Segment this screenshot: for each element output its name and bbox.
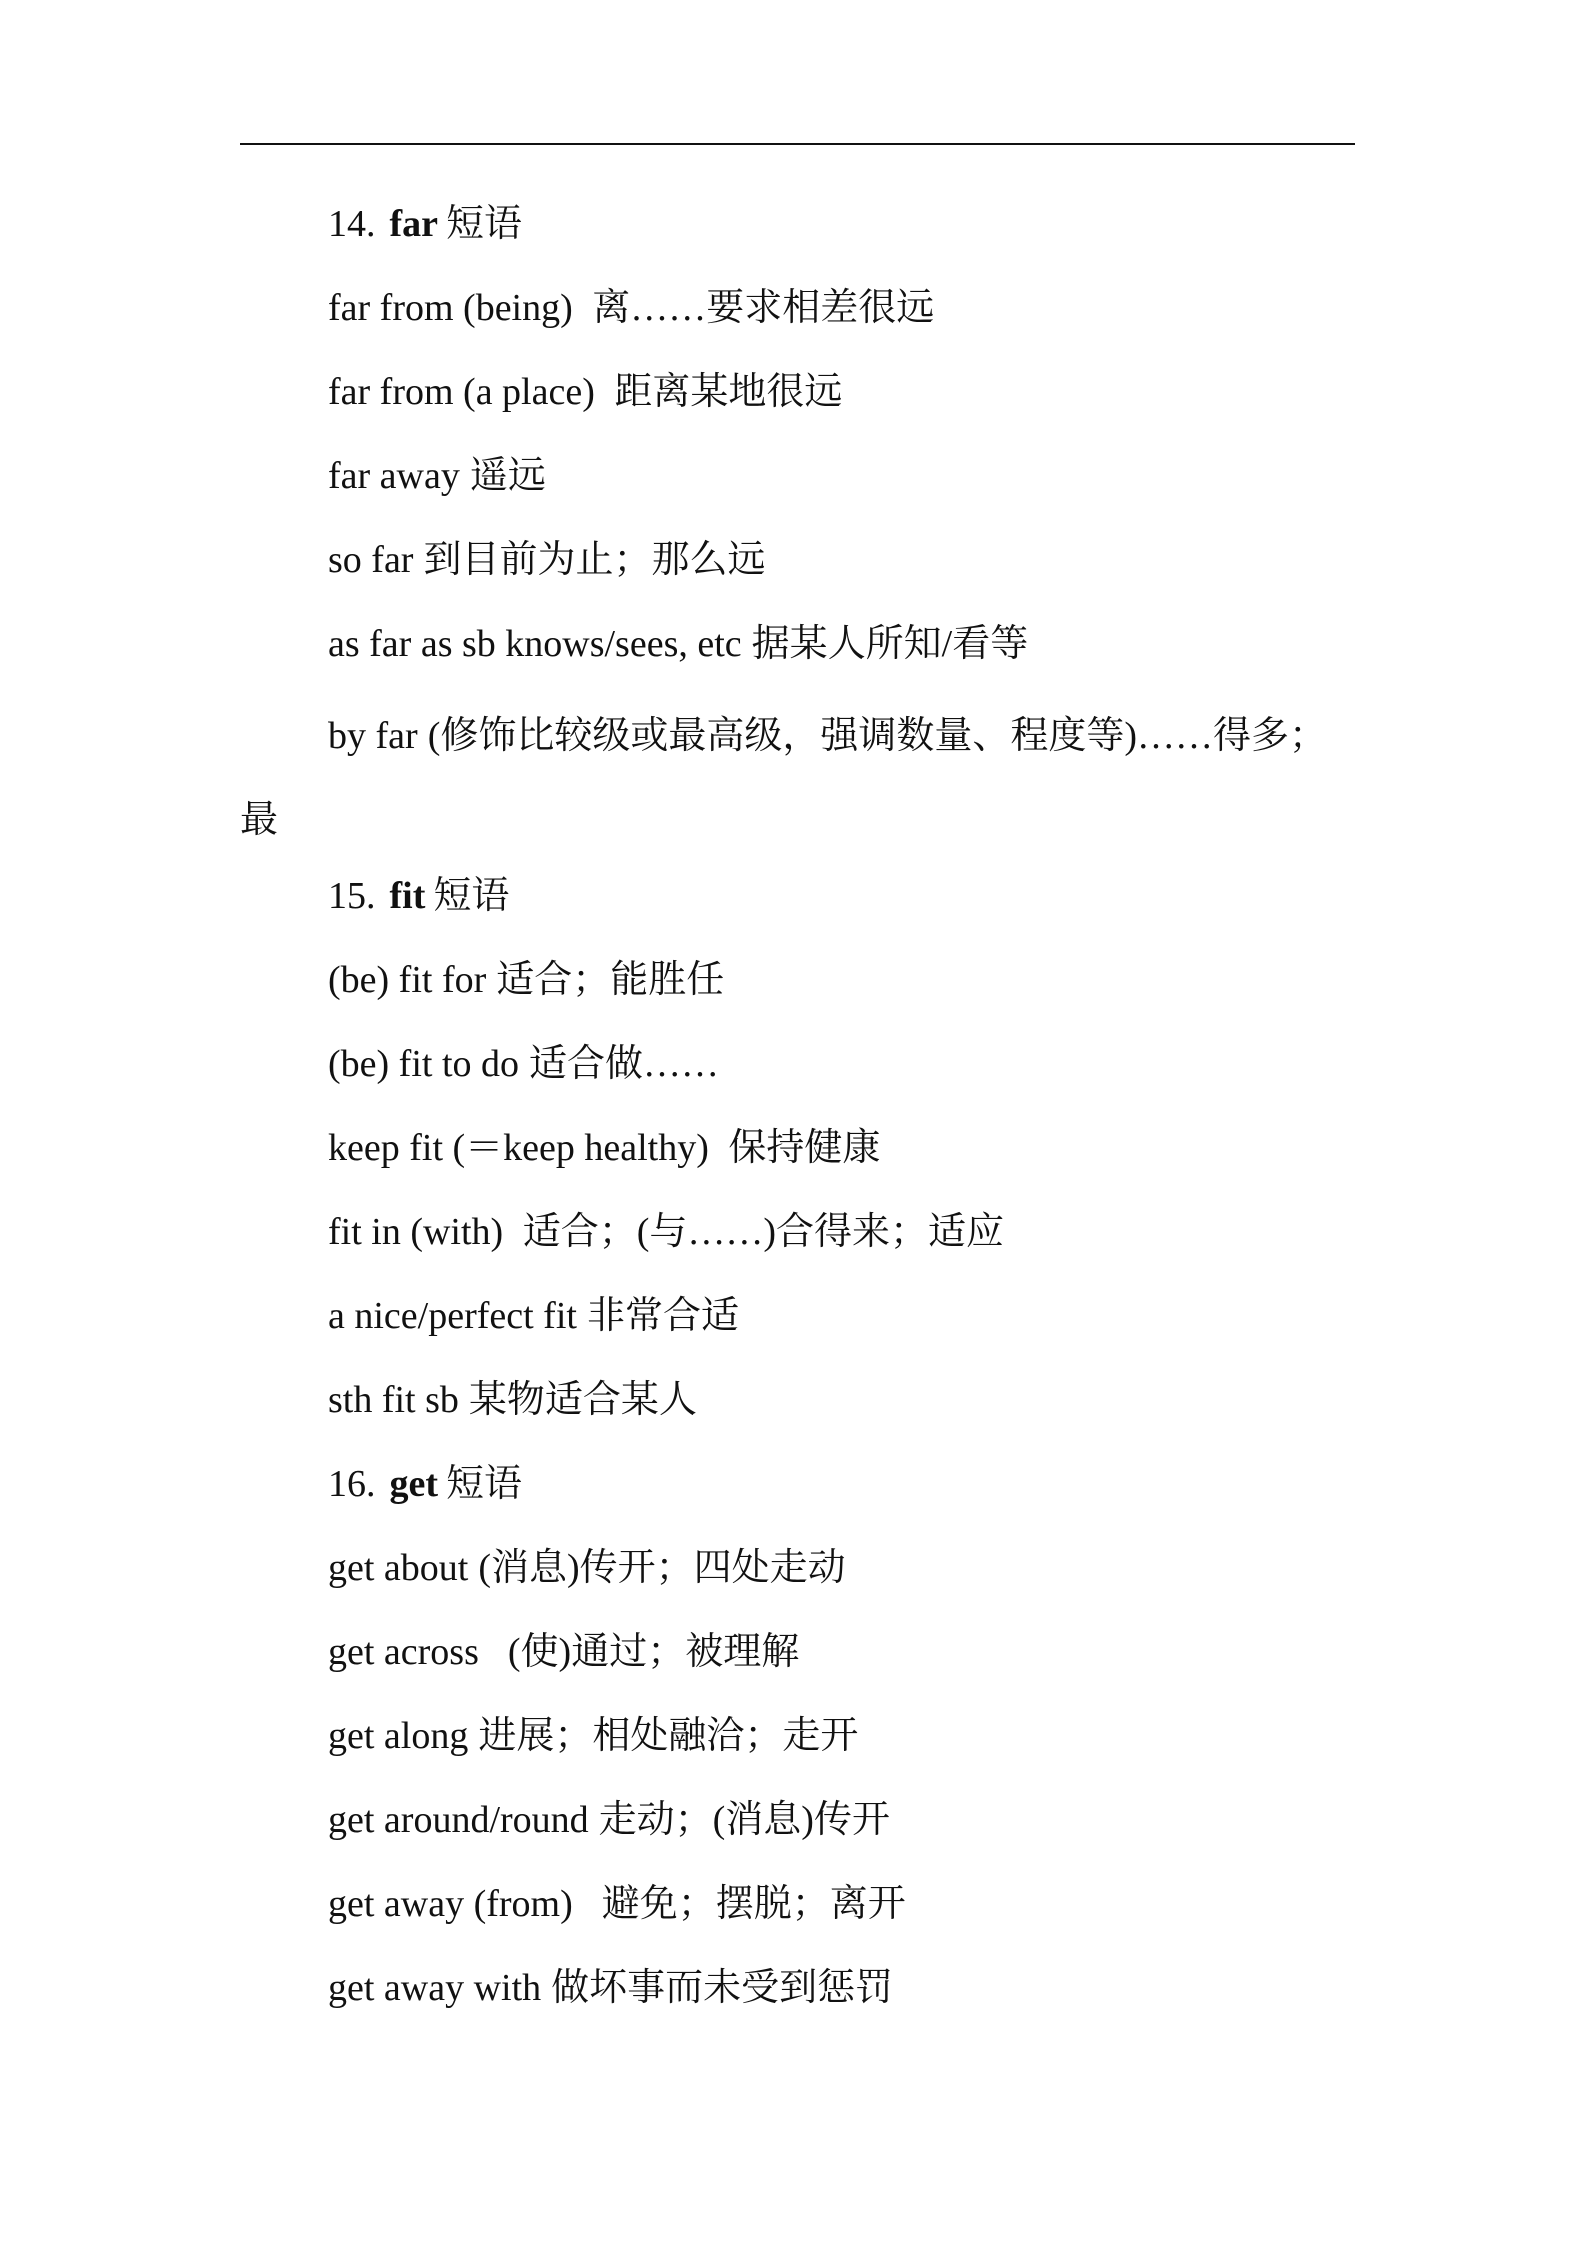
section-heading bbox=[240, 190, 1355, 274]
section-suffix: 短语 bbox=[446, 1463, 523, 1505]
phrase-meaning: 距离某地很远 bbox=[604, 371, 843, 413]
phrase-term: (be) fit for bbox=[328, 959, 487, 1001]
phrase-meaning: 进展；相处融洽；走开 bbox=[478, 1715, 859, 1757]
phrase-entry bbox=[240, 1030, 1355, 1114]
phrase-term: keep fit (＝keep healthy) bbox=[328, 1127, 709, 1169]
phrase-term: (be) fit to do bbox=[328, 1043, 520, 1085]
phrase-term: sth fit sb bbox=[328, 1379, 459, 1421]
phrase-term: get about bbox=[328, 1547, 469, 1589]
phrase-meaning: 适合做…… bbox=[529, 1043, 720, 1085]
phrase-meaning: (使)通过；被理解 bbox=[488, 1631, 800, 1673]
phrase-entry bbox=[240, 946, 1355, 1030]
section-heading bbox=[240, 1450, 1355, 1534]
phrase-term: get away with bbox=[328, 1967, 542, 2009]
phrase-entry bbox=[240, 1114, 1355, 1198]
phrase-entry bbox=[240, 1954, 1355, 2038]
phrase-entry bbox=[240, 1534, 1355, 1618]
header-rule bbox=[240, 143, 1355, 145]
phrase-meaning: 离……要求相差很远 bbox=[582, 287, 935, 329]
section-keyword: get bbox=[389, 1463, 439, 1505]
phrase-entry bbox=[240, 694, 1355, 862]
section-keyword: far bbox=[389, 203, 439, 245]
phrase-term: get across bbox=[328, 1631, 479, 1673]
phrase-meaning: (消息)传开；四处走动 bbox=[478, 1547, 846, 1589]
phrase-meaning: 某物适合某人 bbox=[468, 1379, 697, 1421]
phrase-entry bbox=[240, 1366, 1355, 1450]
phrase-entry bbox=[240, 1618, 1355, 1702]
phrase-meaning: 适合；能胜任 bbox=[496, 959, 725, 1001]
section-keyword: fit bbox=[389, 875, 426, 917]
phrase-term: get away (from) bbox=[328, 1883, 573, 1925]
phrase-meaning: 做坏事而未受到惩罚 bbox=[551, 1967, 894, 2009]
phrase-term: get along bbox=[328, 1715, 469, 1757]
phrase-entry bbox=[240, 1786, 1355, 1870]
phrase-term: as far as sb knows/sees, etc bbox=[328, 623, 742, 665]
phrase-term: far from (a place) bbox=[328, 371, 595, 413]
phrase-term: far away bbox=[328, 455, 460, 497]
phrase-meaning: 非常合适 bbox=[586, 1295, 739, 1337]
phrase-term: get around/round bbox=[328, 1799, 589, 1841]
phrase-meaning: 据某人所知/看等 bbox=[751, 623, 1029, 665]
section-heading bbox=[240, 862, 1355, 946]
section-number: 14. bbox=[328, 203, 376, 245]
section-number: 15. bbox=[328, 875, 376, 917]
phrase-entry bbox=[240, 274, 1355, 358]
phrase-term: fit in (with) bbox=[328, 1211, 504, 1253]
phrase-meaning: 避免；摆脱；离开 bbox=[582, 1883, 906, 1925]
phrase-entry bbox=[240, 610, 1355, 694]
section-number: 16. bbox=[328, 1463, 376, 1505]
phrase-meaning: 到目前为止；那么远 bbox=[423, 539, 766, 581]
phrase-term: far from (being) bbox=[328, 287, 573, 329]
phrase-entry bbox=[240, 526, 1355, 610]
section-suffix: 短语 bbox=[433, 875, 510, 917]
section-suffix: 短语 bbox=[446, 203, 523, 245]
phrase-meaning: 适合；(与……)合得来；适应 bbox=[513, 1211, 1005, 1253]
phrase-meaning: 走动；(消息)传开 bbox=[598, 1799, 890, 1841]
phrase-entry bbox=[240, 1198, 1355, 1282]
phrase-meaning: (修饰比较级或最高级，强调数量、程度等)……得多；最 bbox=[240, 715, 1327, 841]
phrase-meaning: 保持健康 bbox=[718, 1127, 881, 1169]
phrase-entry bbox=[240, 1282, 1355, 1366]
phrase-term: a nice/perfect fit bbox=[328, 1295, 577, 1337]
phrase-entry bbox=[240, 358, 1355, 442]
phrase-entry bbox=[240, 1870, 1355, 1954]
document-body bbox=[240, 190, 1355, 2038]
phrase-meaning: 遥远 bbox=[469, 455, 546, 497]
phrase-term: so far bbox=[328, 539, 414, 581]
phrase-entry bbox=[240, 1702, 1355, 1786]
phrase-entry bbox=[240, 442, 1355, 526]
phrase-term: by far bbox=[328, 715, 418, 757]
